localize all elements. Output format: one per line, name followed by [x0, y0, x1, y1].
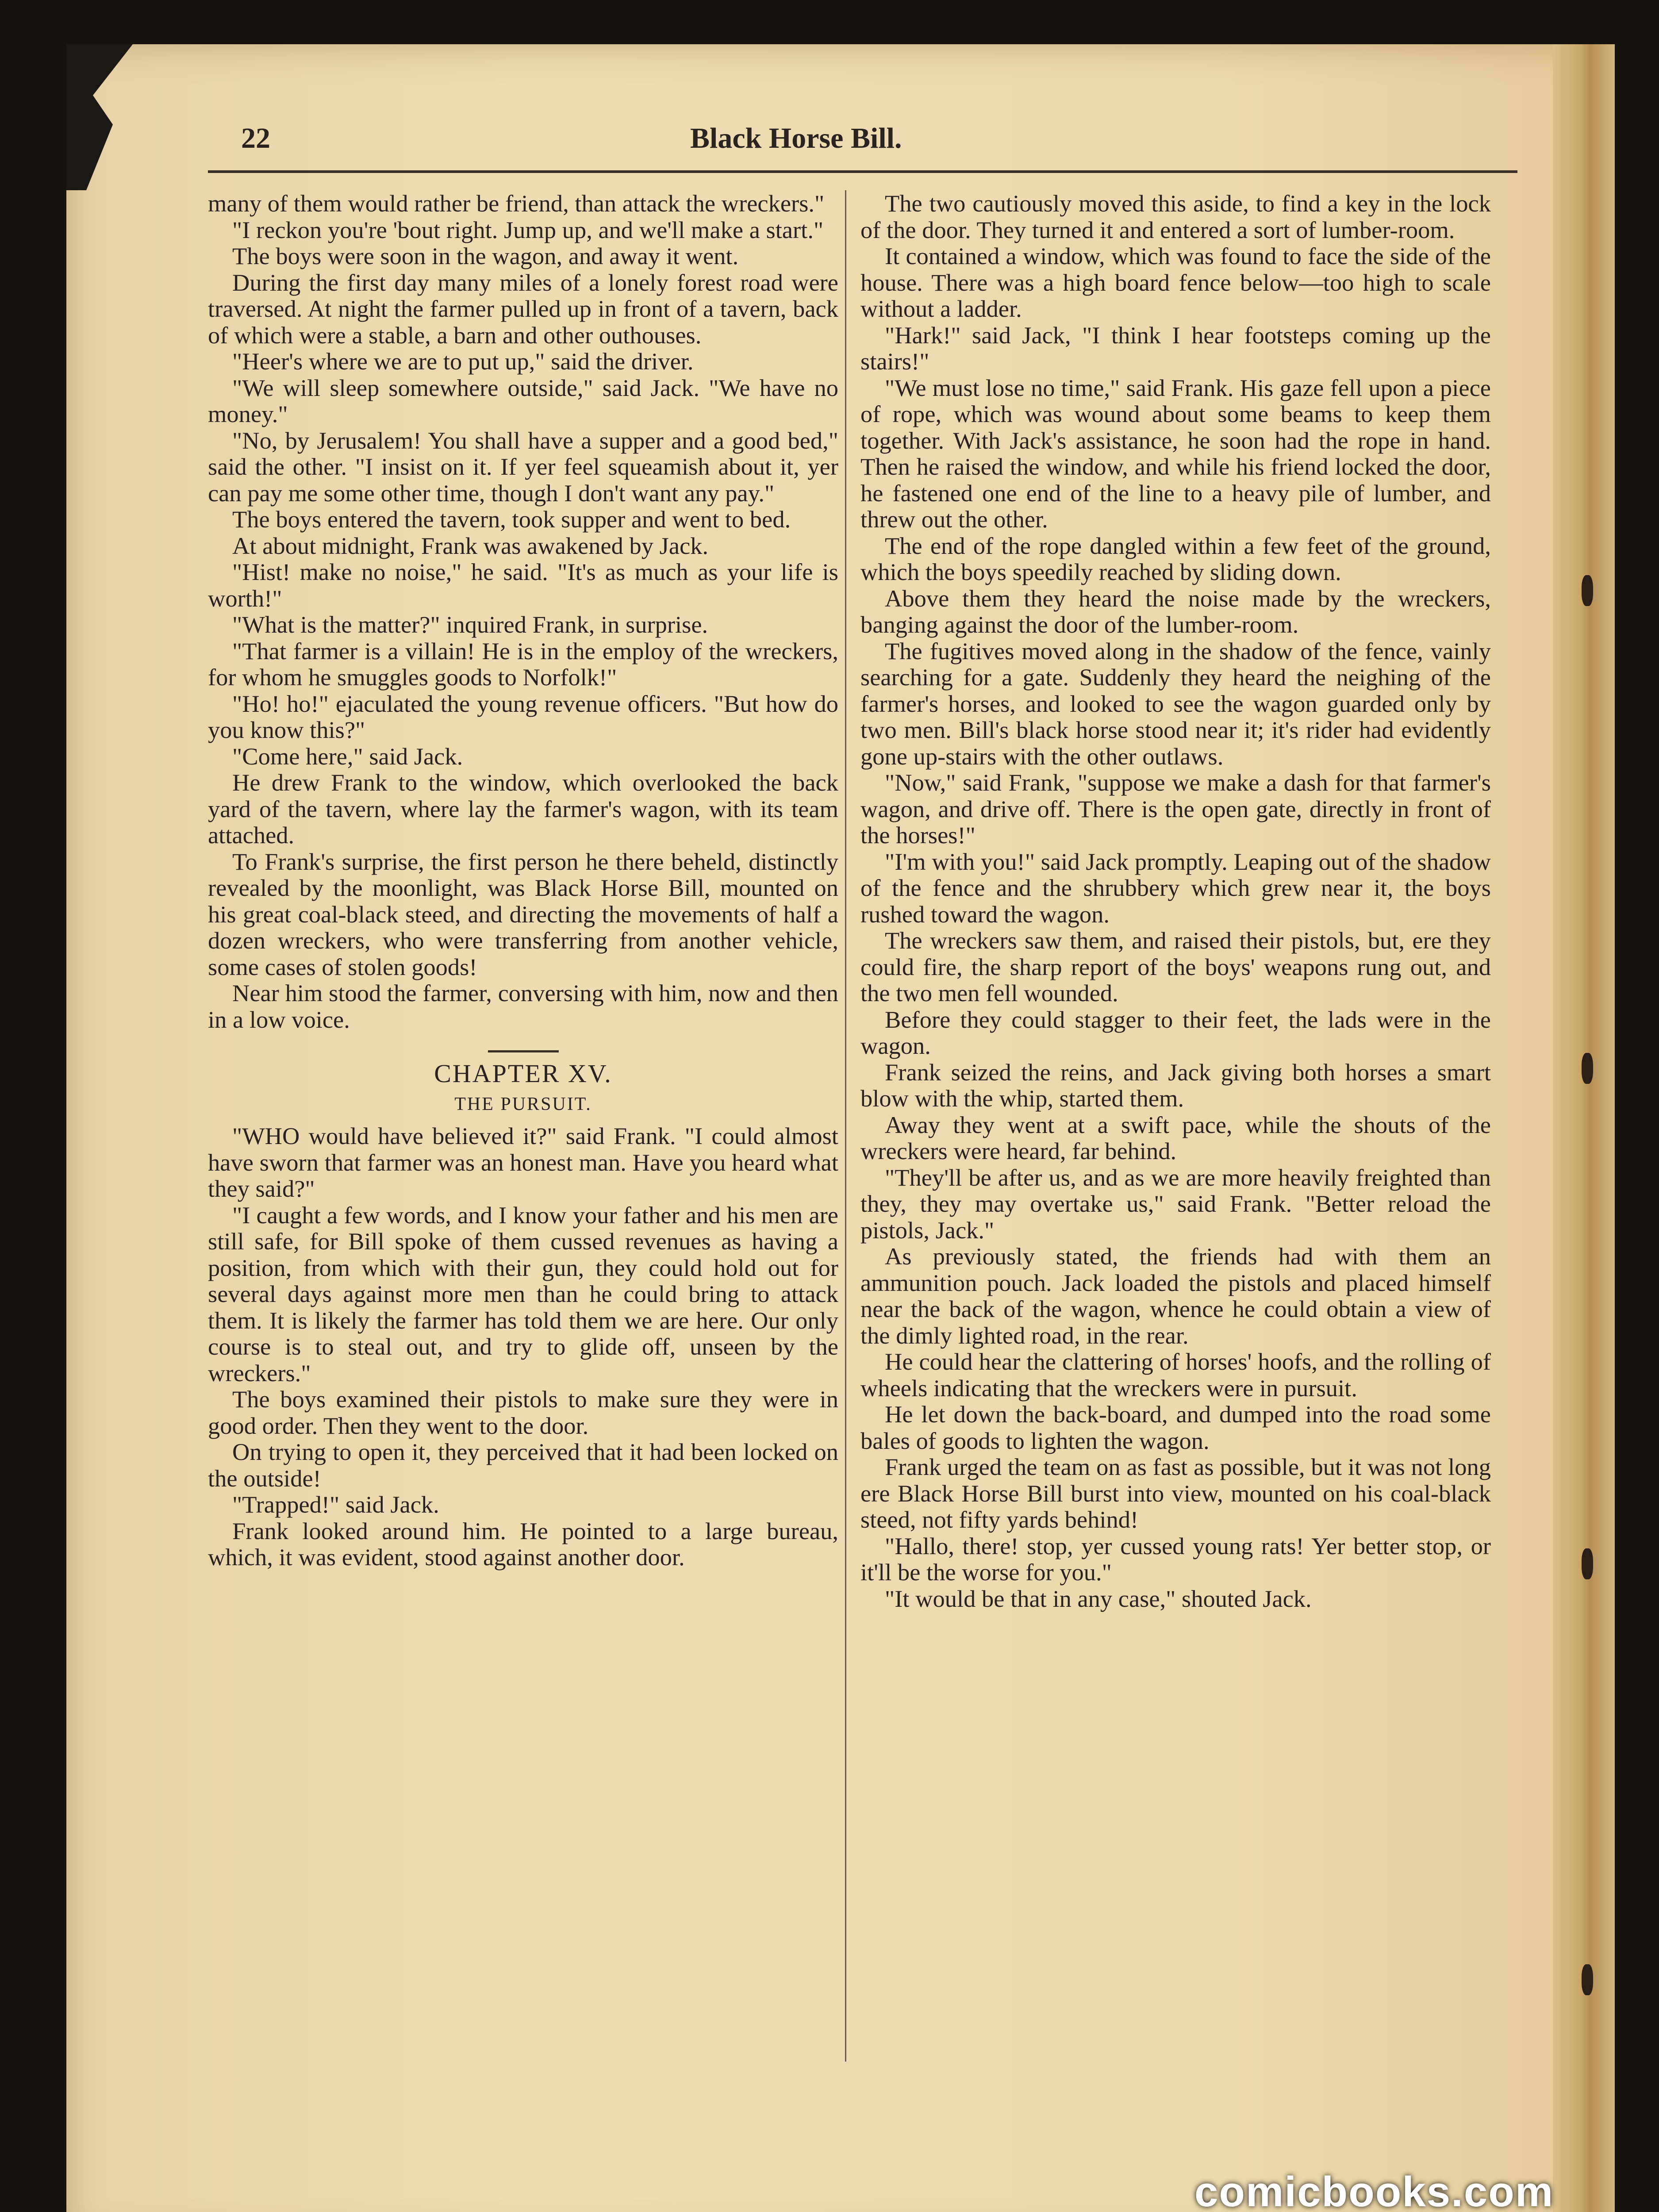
paragraph: "Hallo, there! stop, yer cussed young rats! Yer better stop, or it'll be the worse for you." [860, 1532, 1491, 1586]
chapter-subtitle: THE PURSUIT. [454, 1094, 592, 1114]
paragraph: "WHO would have believed it?" said Frank. "I could almost have sworn that farmer was an honest man. Have you heard what they said?" [208, 1122, 838, 1202]
paragraph: "Trapped!" said Jack. [232, 1491, 439, 1518]
paragraph: During the first day many miles of a lonely forest road were traversed. At night the farmer pulled up in front of a tavern, back of which were a stable, a barn and other outhouses. [208, 269, 838, 349]
paragraph: As previously stated, the friends had with them an ammunition pouch. Jack loaded the pistols and placed himself near the back of the wagon, whence he could obtain a view of the dimly lighted road, in the rear. [860, 1243, 1491, 1349]
paragraph: "We must lose no time," said Frank. His gaze fell upon a piece of rope, which was wound about some beams to keep them together. With Jack's assistance, he soon had the rope in hand. Then he raised the window, and while his friend locked the door, he fastened one end of the line to a heavy pile of lumber, and threw out the other. [860, 374, 1491, 533]
paragraph: "They'll be after us, and as we are more heavily freighted than they, they may overtake us," said Frank. "Better reload the pistols, Jack." [860, 1164, 1491, 1244]
paragraph: "I reckon you're 'bout right. Jump up, and we'll make a start." [232, 216, 824, 243]
paragraph: "Ho! ho!" ejaculated the young revenue officers. "But how do you know this?" [208, 690, 838, 743]
paragraph: "That farmer is a villain! He is in the employ of the wreckers, for whom he smuggles goods to Norfolk!" [208, 637, 838, 691]
paragraph: "Now," said Frank, "suppose we make a dash for that farmer's wagon, and drive off. There is the open gate, directly in front of the horses!" [860, 769, 1491, 849]
paragraph: He could hear the clattering of horses' hoofs, and the rolling of wheels indicating that the wreckers were in pursuit. [860, 1348, 1491, 1402]
paragraph: He drew Frank to the window, which overlooked the back yard of the tavern, where lay the farmer's wagon, with its team attached. [208, 769, 838, 849]
right-column [860, 190, 1491, 1612]
page-number: 22 [241, 122, 270, 154]
paragraph: The end of the rope dangled within a few feet of the ground, which the boys speedily reached by sliding down. [860, 532, 1491, 585]
paragraph: At about midnight, Frank was awakened by Jack. [232, 532, 709, 559]
paragraph: On trying to open it, they perceived that it had been locked on the outside! [208, 1438, 838, 1492]
paragraph: It contained a window, which was found to face the side of the house. There was a high board fence below—too high to scale without a ladder. [860, 242, 1491, 322]
paragraph: Frank looked around him. He pointed to a large bureau, which, it was evident, stood against another door. [208, 1517, 838, 1571]
binding-stitch [1582, 575, 1593, 606]
paragraph: The two cautiously moved this aside, to find a key in the lock of the door. They turned it and entered a sort of lumber-room. [860, 190, 1491, 243]
chapter-rule [488, 1050, 559, 1052]
paragraph: The boys entered the tavern, took supper and went to bed. [232, 506, 791, 533]
column-divider [845, 190, 846, 2062]
paragraph: "Hark!" said Jack, "I think I hear footsteps coming up the stairs!" [860, 321, 1491, 375]
paragraph: "I'm with you!" said Jack promptly. Leaping out of the shadow of the fence and the shrubbery which grew near it, the boys rushed toward the wagon. [860, 848, 1491, 928]
binding-stitch [1582, 1548, 1593, 1579]
binding-gutter [1553, 44, 1615, 2212]
running-title: Black Horse Bill. [690, 122, 902, 154]
paragraph: "I caught a few words, and I know your father and his men are still safe, for Bill spoke of them cussed revenues as having a position, from which with their gun, they could hold out for several days against more men than he could bring to attack them. It is likely the farmer has told them we are here. Our only course is to steal out, and try to glide off, unseen by the wreckers." [208, 1201, 838, 1386]
paragraph: The boys examined their pistols to make sure they were in good order. Then they went to the door. [208, 1386, 838, 1439]
paragraph: "Hist! make no noise," he said. "It's as much as your life is worth!" [208, 558, 838, 612]
paragraph: "We will sleep somewhere outside," said Jack. "We have no money." [208, 374, 838, 427]
paragraph: The wreckers saw them, and raised their pistols, but, ere they could fire, the sharp report of the boys' weapons rung out, and the two men fell wounded. [860, 927, 1491, 1006]
binding-stitch [1582, 1964, 1593, 1995]
paragraph: The boys were soon in the wagon, and away it went. [232, 242, 739, 269]
paragraph: "No, by Jerusalem! You shall have a supper and a good bed," said the other. "I insist on it. If yer feel squeamish about it, yer can pay me some other time, though I don't want any pay." [208, 426, 838, 507]
paragraph: He let down the back-board, and dumped into the road some bales of goods to lighten the wagon. [860, 1401, 1491, 1454]
paragraph: "Come here," said Jack. [232, 742, 463, 770]
watermark: comicbooks.com [1194, 2168, 1554, 2212]
paragraph: Above them they heard the noise made by the wreckers, banging against the door of the lumber-room. [860, 584, 1491, 638]
paragraph: "What is the matter?" inquired Frank, in surprise. [232, 611, 708, 638]
paragraph: To Frank's surprise, the first person he there beheld, distinctly revealed by the moonlight, was Black Horse Bill, mounted on his great coal-black steed, and directing the movements of half a dozen wreckers, who were transferring from another vehicle, some cases of stolen goods! [208, 848, 838, 980]
paragraph: Before they could stagger to their feet, the lads were in the wagon. [860, 1006, 1491, 1059]
paragraph: Near him stood the farmer, conversing with him, now and then in a low voice. [208, 979, 838, 1033]
paragraph: Away they went at a swift pace, while the shouts of the wreckers were heard, far behind. [860, 1111, 1491, 1164]
paragraph: "It would be that in any case," shouted Jack. [885, 1585, 1312, 1612]
binding-stitch [1582, 1053, 1593, 1084]
paragraph: many of them would rather be friend, than attack the wreckers." [208, 190, 825, 217]
header-rule [208, 170, 1517, 173]
left-column [208, 190, 838, 1571]
paragraph: "Heer's where we are to put up," said the driver. [232, 348, 694, 375]
paragraph: Frank seized the reins, and Jack giving both horses a smart blow with the whip, started them. [860, 1058, 1491, 1112]
chapter-title: CHAPTER XV. [434, 1059, 612, 1088]
paragraph: The fugitives moved along in the shadow of the fence, vainly searching for a gate. Suddenly they heard the neighing of the farmer's horses, and looked to see the wagon guarded only by two men. Bill's black horse stood near it; it's rider had evidently gone up-stairs with the other outlaws. [860, 637, 1491, 770]
paragraph: Frank urged the team on as fast as possible, but it was not long ere Black Horse Bill burst into view, mounted on his coal-black steed, not fifty yards behind! [860, 1453, 1491, 1533]
chapter-heading [208, 1050, 838, 1118]
